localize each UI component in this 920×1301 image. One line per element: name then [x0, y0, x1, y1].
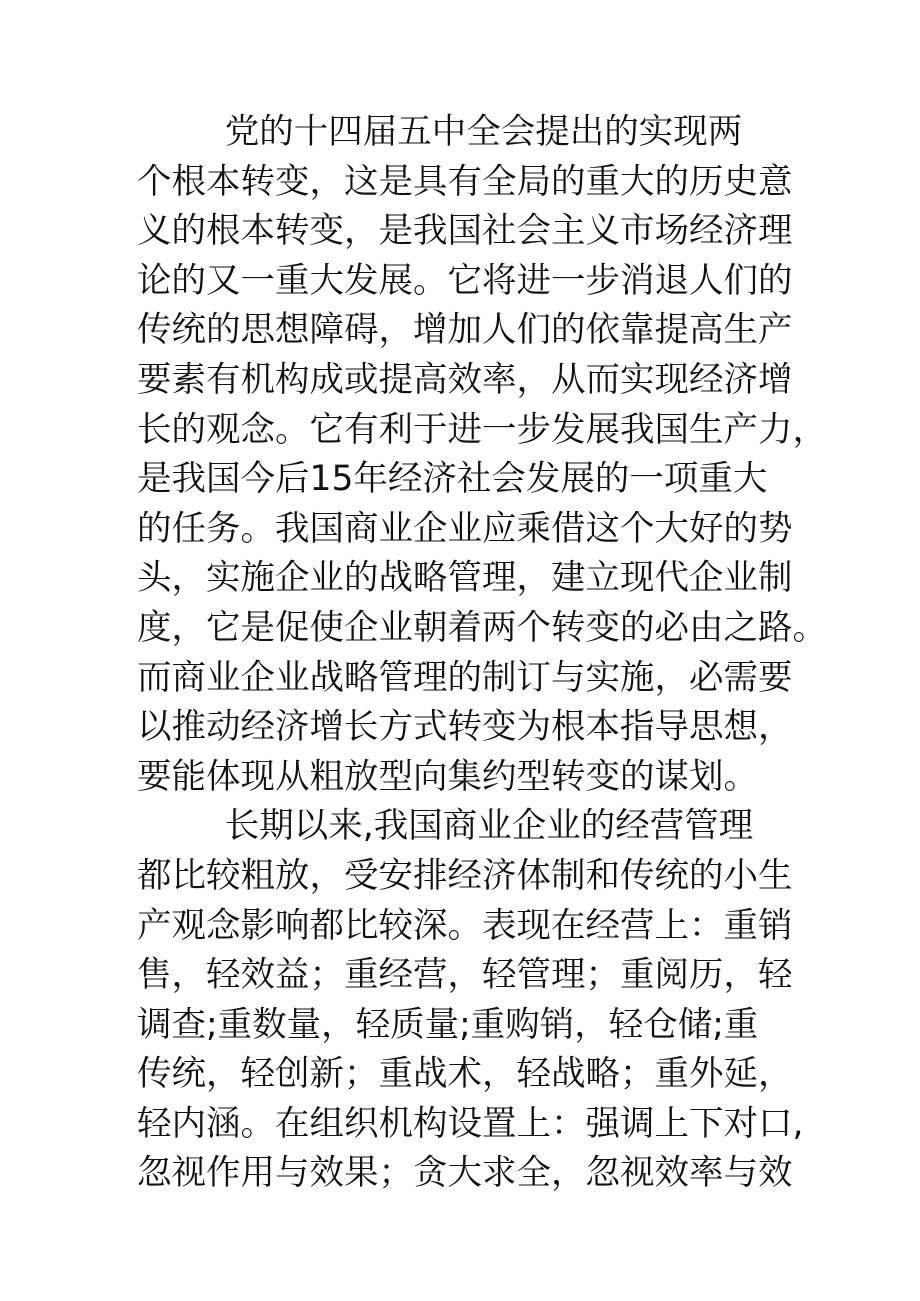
text-line: 党的十四届五中全会提出的实现两: [137, 112, 743, 152]
text-line: 而商业企业战略管理的制订与实施，必需要: [137, 657, 793, 698]
text-line: 度，它是促使企业朝着两个转变的必由之路。: [137, 607, 827, 648]
text-line: 轻内涵。在组织机构设置上：强调上下对口,: [137, 1103, 804, 1144]
text-line: 头，实施企业的战略管理，建立现代企业制: [137, 558, 793, 599]
text-line: 要素有机构成或提高效率，从而实现经济增: [137, 359, 793, 400]
text-line: 传统的思想障碍，增加人们的依靠提高生产: [137, 310, 793, 351]
paragraph-2: [137, 802, 837, 1199]
text-line: 长期以来,我国商业企业的经营管理: [137, 806, 754, 847]
text-line: 忽视作用与效果；贪大求全，忽视效率与效: [137, 1153, 793, 1194]
text-line: 以推动经济增长方式转变为根本指导思想，: [137, 707, 793, 748]
text-line: 要能体现从粗放型向集约型转变的谋划。: [137, 756, 758, 797]
text-line: 传统，轻创新；重战术，轻战略；重外延，: [137, 1054, 793, 1095]
text-line: 是我国今后15年经济社会发展的一项重大: [137, 459, 768, 500]
text-line: 都比较粗放，受安排经济体制和传统的小生: [137, 855, 793, 896]
text-line: 售，轻效益；重经营，轻管理；重阅历，轻: [137, 955, 793, 996]
paragraph-1: [137, 108, 837, 802]
text-line: 长的观念。它有利于进一步发展我国生产力，: [137, 409, 827, 450]
text-line: 产观念影响都比较深。表现在经营上：重销: [137, 905, 793, 946]
text-line: 义的根本转变，是我国社会主义市场经济理: [137, 211, 793, 252]
text-line: 论的又一重大发展。它将进一步消退人们的: [137, 260, 793, 301]
text-line: 的任务。我国商业企业应乘借这个大好的势: [137, 508, 793, 549]
document-body: [137, 108, 837, 1199]
text-line: 调查;重数量，轻质量;重购销，轻仓储;重: [137, 1004, 759, 1045]
text-line: 个根本转变，这是具有全局的重大的历史意: [137, 161, 793, 202]
